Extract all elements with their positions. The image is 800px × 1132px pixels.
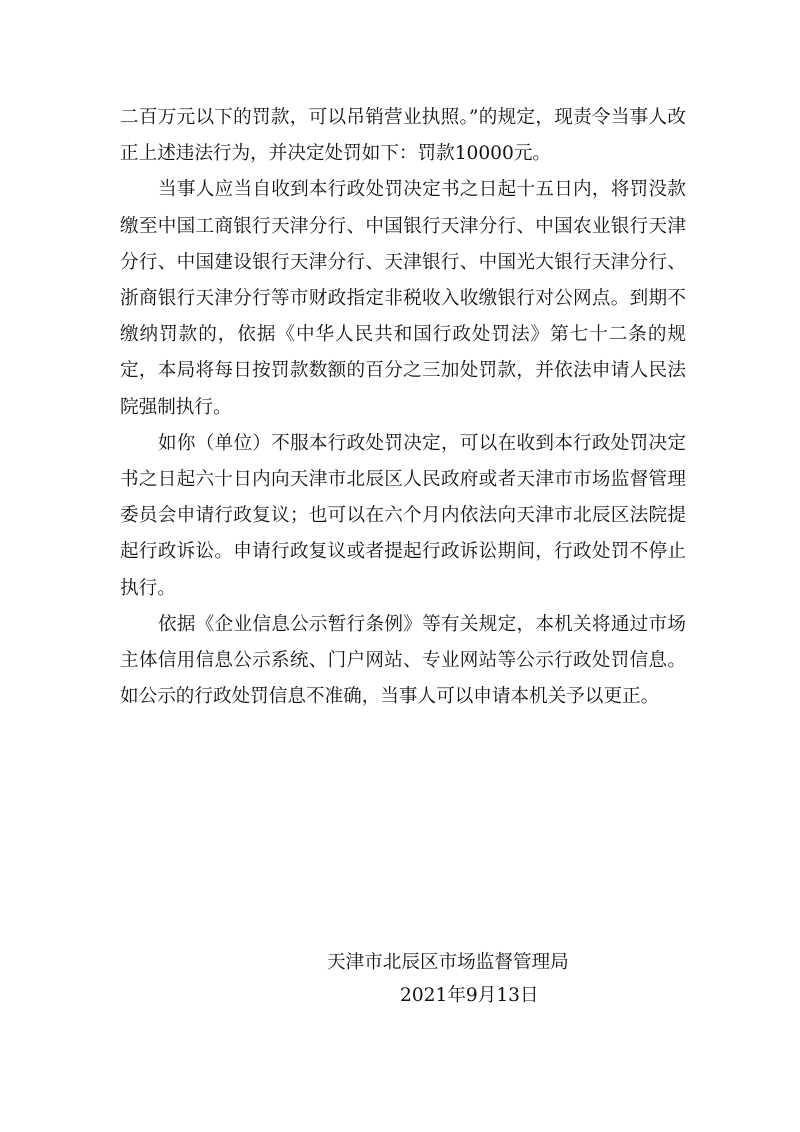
paragraph-penalty-decision: 二百万元以下的罚款，可以吊销营业执照。”的规定，现责令当事人改正上述违法行为，并决定处罚如下：罚款10000元。 <box>120 107 686 165</box>
document-body <box>120 100 686 715</box>
paragraph-payment-instructions: 当事人应当自收到本行政处罚决定书之日起十五日内，将罚没款缴至中国工商银行天津分行、中国银行天津分行、中国农业银行天津分行、中国建设银行天津分行、天津银行、中国光大银行天津分行、浙商银行天津分行等市财政指定非税收入收缴银行对公网点。到期不缴纳罚款的，依据《中华人民共和国行政处罚法》第七十二条的规定，本局将每日按罚款数额的百分之三加处罚款，并依法申请人民法院强制执行。 <box>120 179 686 418</box>
paragraph-public-disclosure: 依据《企业信息公示暂行条例》等有关规定，本机关将通过市场主体信用信息公示系统、门户网站、专业网站等公示行政处罚信息。如公示的行政处罚信息不准确，当事人可以申请本机关予以更正。 <box>120 613 686 708</box>
issue-date: 2021年9月13日 <box>400 985 539 1006</box>
issuing-authority: 天津市北辰区市场监督管理局 <box>327 952 569 973</box>
paragraph-appeal-rights: 如你（单位）不服本行政处罚决定，可以在收到本行政处罚决定书之日起六十日内向天津市北辰区人民政府或者天津市市场监督管理委员会申请行政复议；也可以在六个月内依法向天津市北辰区法院提起行政诉讼。申请行政复议或者提起行政诉讼期间，行政处罚不停止执行。 <box>120 432 686 599</box>
